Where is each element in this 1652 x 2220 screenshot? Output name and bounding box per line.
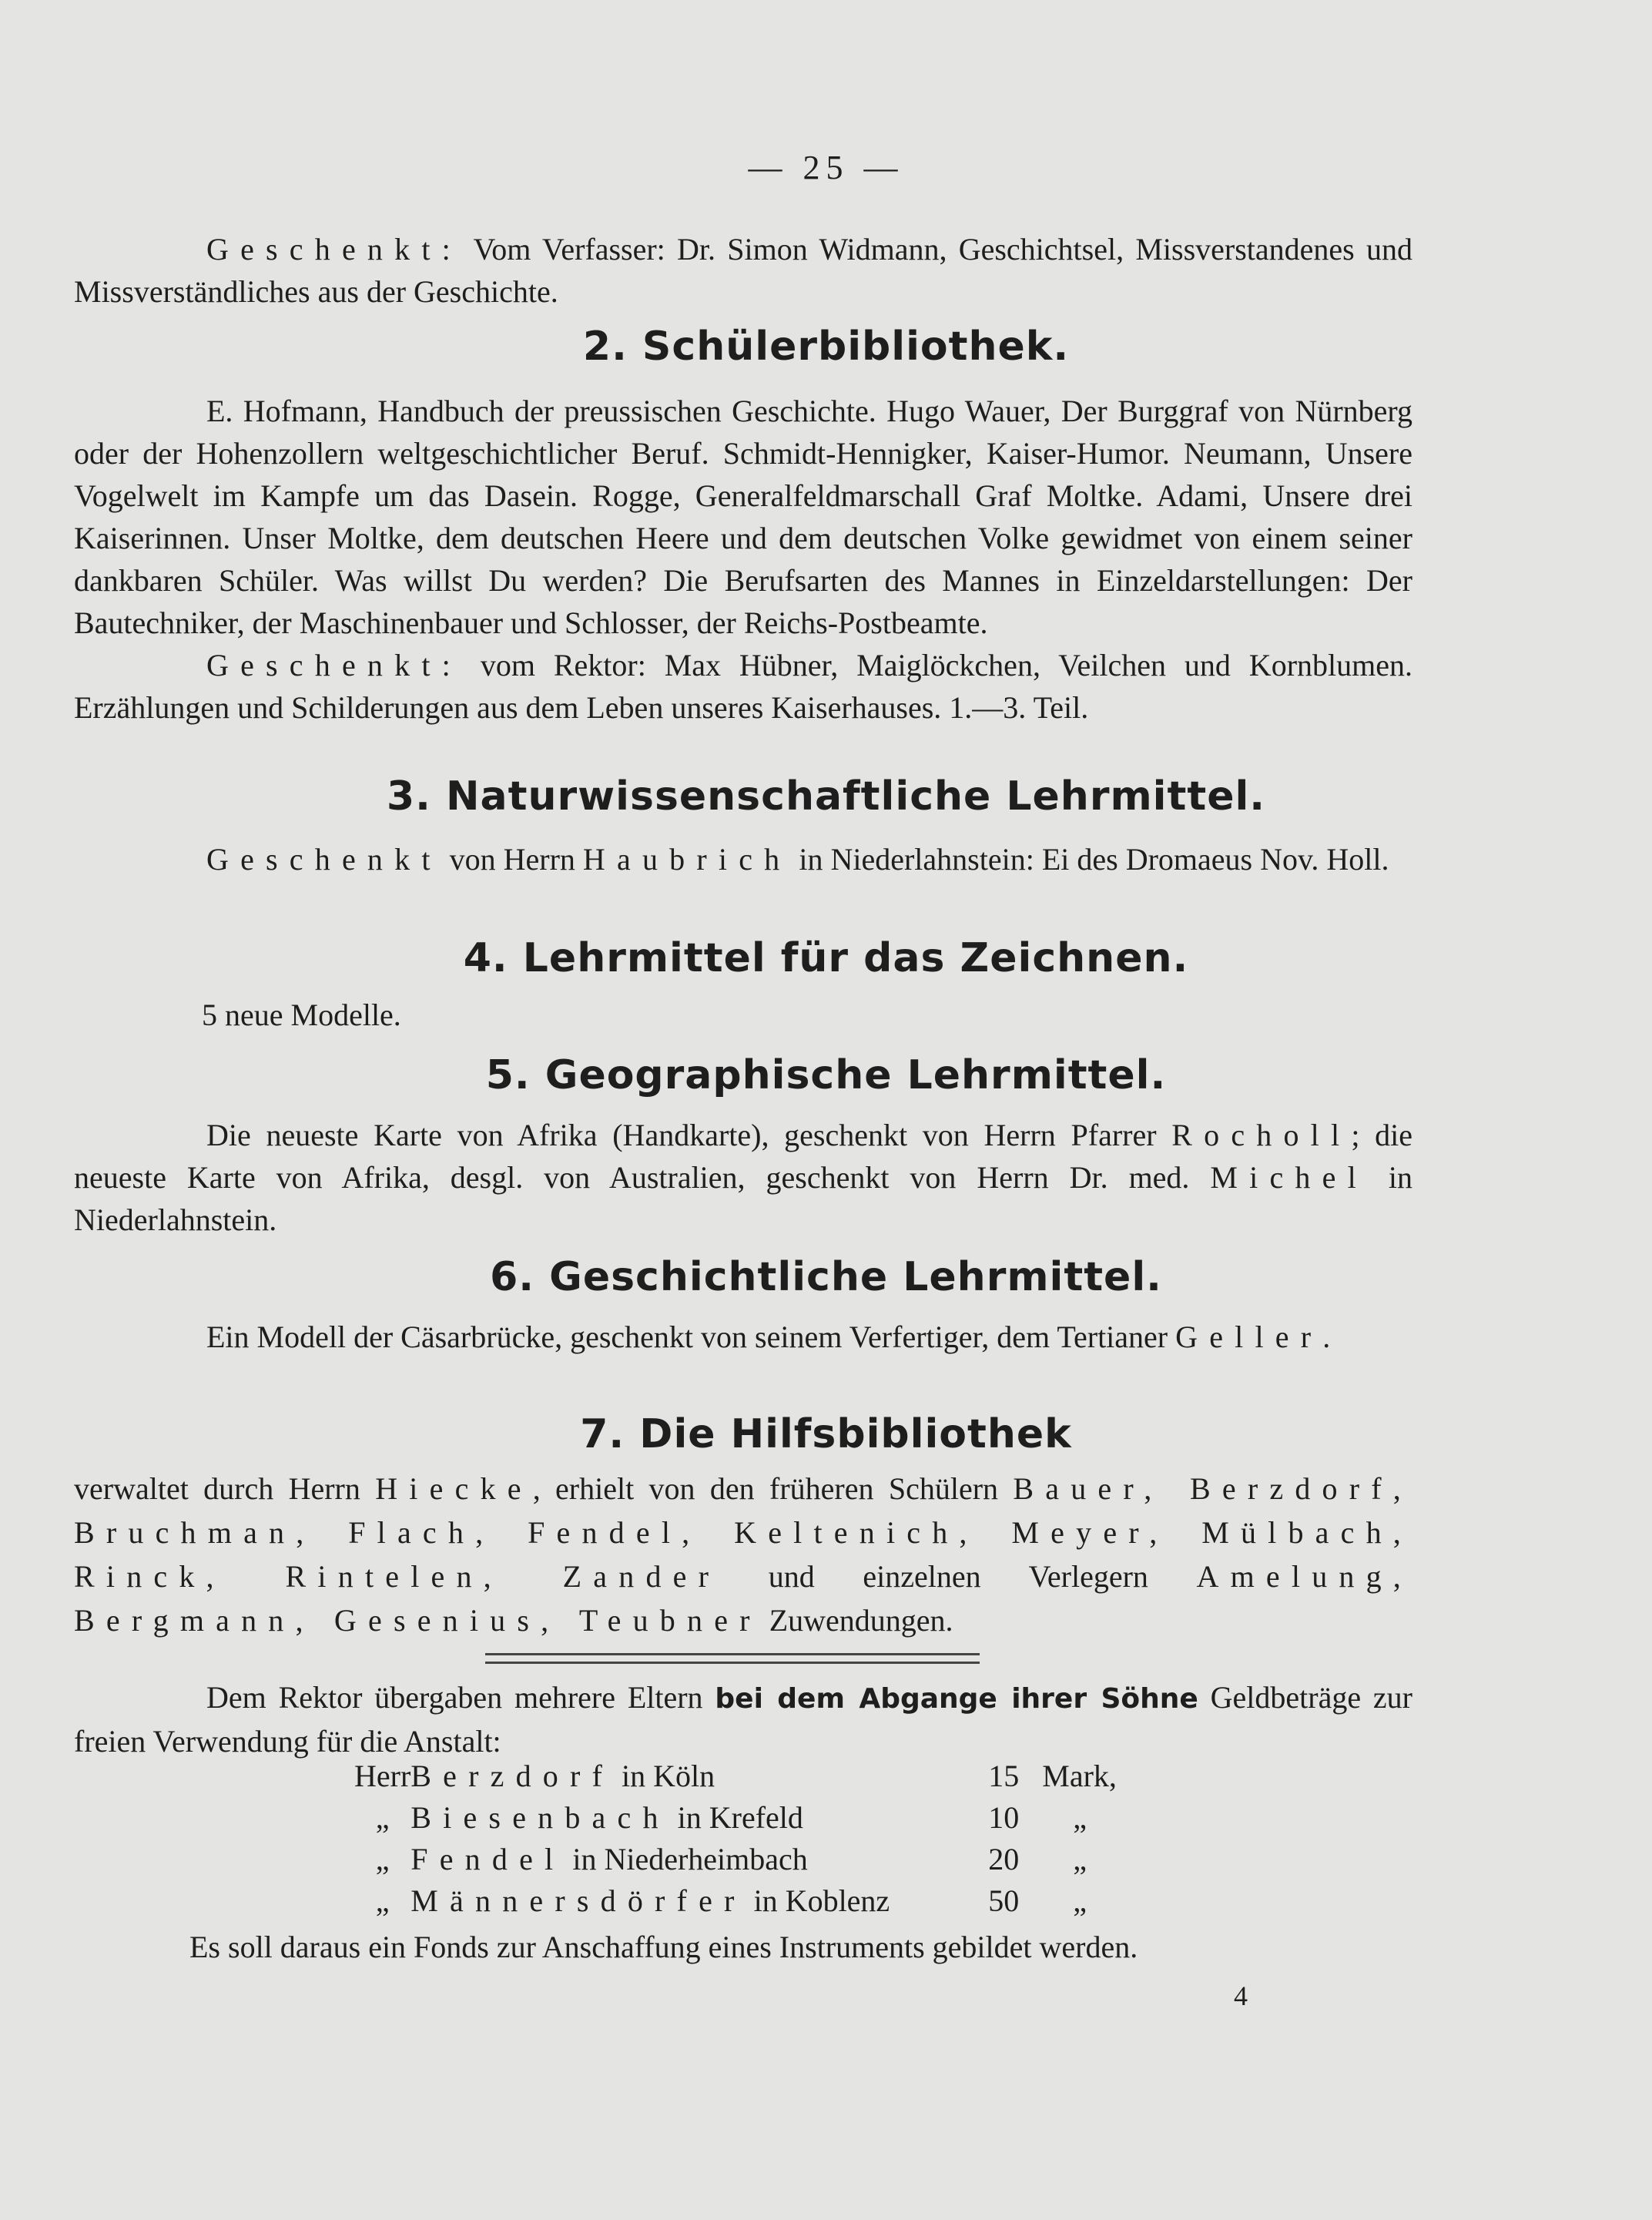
donor-name: Fendel <box>410 1842 565 1876</box>
section-2-gift-lead: Geschenkt: <box>206 648 462 682</box>
section-3-body <box>74 838 1412 880</box>
heading-schuelerbibliothek: 2. Schülerbibliothek. <box>582 324 1070 370</box>
section-2-gift-text: vom Rektor: Max Hübner, Maiglöckchen, Veilchen und Kornblumen. Erzählungen und Schilderungen aus dem Leben unseres Kaiserhauses. 1.—3. Teil. <box>74 648 1412 725</box>
donor-amount: 50 <box>988 1883 1020 1918</box>
section-6-text-a: Ein Modell der Cäsarbrücke, geschenkt von seinem Verfertiger, dem Tertianer <box>206 1320 1176 1354</box>
publisher-names: Amelung, Bergmann, Gesenius, Teubner <box>74 1559 1412 1638</box>
section-7-text-d: Zuwendungen. <box>761 1603 953 1638</box>
gift-paragraph <box>74 1676 1412 1762</box>
table-row <box>354 1841 1188 1883</box>
section-7-text-b: , erhielt von den früheren Schülern <box>532 1471 1014 1506</box>
donor-name-michel: Michel <box>1210 1160 1368 1195</box>
donor-name-haubrich: Haubrich <box>582 842 792 877</box>
section-2-body <box>74 390 1412 729</box>
donor-name-geller: Geller <box>1175 1320 1323 1354</box>
section-3-text-b: in Niederlahnstein: Ei des Dromaeus Nov. Holl. <box>791 842 1389 877</box>
donor-unit: „ <box>1073 1800 1087 1835</box>
donor-unit: „ <box>1073 1842 1087 1876</box>
donor-place: in Niederheimbach <box>565 1842 808 1876</box>
donor-name-rocholl: Rocholl <box>1171 1118 1352 1152</box>
donor-place: in Köln <box>614 1759 715 1793</box>
section-5-text-b: ; die neueste Karte von Afrika, desgl. von Australien, geschenkt von Herrn Dr. med. <box>74 1118 1412 1195</box>
section-5-text-c: in Niederlahnstein. <box>74 1160 1412 1237</box>
gift-text-b: Geldbeträge zur freien Verwendung für die Anstalt: <box>74 1680 1412 1759</box>
section-4-text: 5 neue Modelle. <box>202 998 401 1032</box>
section-4-body <box>74 994 1412 1036</box>
donor-name: Biesenbach <box>410 1800 670 1835</box>
donor-unit: „ <box>1073 1883 1087 1918</box>
donor-cell <box>410 1841 934 1883</box>
donor-prefix: „ <box>375 1842 390 1876</box>
table-row <box>354 1883 1188 1924</box>
intro-text: Vom Verfasser: Dr. Simon Widmann, Geschichtsel, Missverstandenes und Missverständliches aus der Geschichte. <box>74 232 1412 309</box>
donor-cell <box>410 1799 934 1841</box>
section-3-lead: Geschenkt <box>206 842 442 877</box>
section-3-text-a: von Herrn <box>441 842 583 877</box>
section-7-text-c: und einzelnen Verlegern <box>720 1559 1197 1594</box>
section-7-body <box>74 1467 1412 1642</box>
donor-prefix: Herr <box>354 1759 411 1793</box>
heading-geographische-lehrmittel: 5. Geographische Lehrmittel. <box>485 1052 1167 1098</box>
donor-amount: 20 <box>988 1842 1020 1876</box>
donor-prefix: „ <box>375 1800 390 1835</box>
name-hiecke: Hiecke <box>375 1471 533 1506</box>
closing-text: Es soll daraus ein Fonds zur Anschaffung eines Instruments gebildet werden. <box>189 1930 1138 1964</box>
donor-place: in Krefeld <box>669 1800 803 1835</box>
intro-lead: Geschenkt: <box>206 232 462 267</box>
donor-amount: 10 <box>988 1800 1020 1835</box>
page-number: — 25 — <box>748 149 904 186</box>
donor-prefix: „ <box>375 1883 390 1918</box>
donor-name: Berzdorf <box>410 1759 615 1793</box>
gift-text-a: Dem Rektor übergaben mehrere Eltern <box>206 1680 715 1715</box>
donor-cell <box>410 1883 934 1924</box>
donor-place: in Koblenz <box>746 1883 890 1918</box>
heading-naturwissenschaftliche-lehrmittel: 3. Naturwissenschaftliche Lehrmittel. <box>386 773 1266 820</box>
donor-unit: Mark, <box>1042 1759 1117 1793</box>
donor-cell <box>410 1758 934 1799</box>
signature-mark: 4 <box>1234 1980 1248 2011</box>
table-row <box>354 1799 1188 1841</box>
donor-amount: 15 <box>988 1759 1020 1793</box>
closing-paragraph <box>74 1926 1412 1968</box>
section-6-text-b: . <box>1322 1320 1331 1354</box>
double-rule-divider <box>485 1653 980 1664</box>
section-5-body <box>74 1114 1412 1241</box>
heading-hilfsbibliothek: 7. Die Hilfsbibliothek <box>580 1411 1072 1457</box>
section-5-text-a: Die neueste Karte von Afrika (Handkarte), geschenkt von Herrn Pfarrer <box>206 1118 1172 1152</box>
section-7-text-a: verwaltet durch Herrn <box>74 1471 376 1506</box>
gift-bold-phrase: bei dem Abgange ihrer Söhne <box>715 1683 1198 1715</box>
donor-name: Männersdörfer <box>410 1883 746 1918</box>
heading-lehrmittel-zeichnen: 4. Lehrmittel für das Zeichnen. <box>463 935 1189 981</box>
donor-table <box>354 1758 1188 1924</box>
section-6-body <box>74 1316 1412 1358</box>
table-row <box>354 1758 1188 1799</box>
section-2-paragraph: E. Hofmann, Handbuch der preussischen Geschichte. Hugo Wauer, Der Burggraf von Nürnberg oder der Hohenzollern weltgeschichtlicher Beruf. Schmidt-Hennigker, Kaiser-Humor. Neumann, Unsere Vogelwelt im Kampfe um das Dasein. Rogge, Generalfeldmarschall Graf Moltke. Adami, Unsere drei Kaiserinnen. Unser Moltke, dem deutschen Heere und dem deutschen Volke gewidmet von einem seiner dankbaren Schüler. Was willst Du werden? Die Berufsarten des Mannes in Einzeldarstellungen: Der Bautechniker, der Maschinenbauer und Schlosser, der Reichs-Postbeamte. <box>74 394 1412 640</box>
heading-geschichtliche-lehrmittel: 6. Geschichtliche Lehrmittel. <box>490 1254 1162 1300</box>
intro-paragraph <box>74 228 1412 313</box>
student-names: Bauer, Berzdorf, Bruchman, Flach, Fendel, Keltenich, Meyer, Mülbach, Rinck, Rintelen, Zander <box>74 1471 1412 1594</box>
